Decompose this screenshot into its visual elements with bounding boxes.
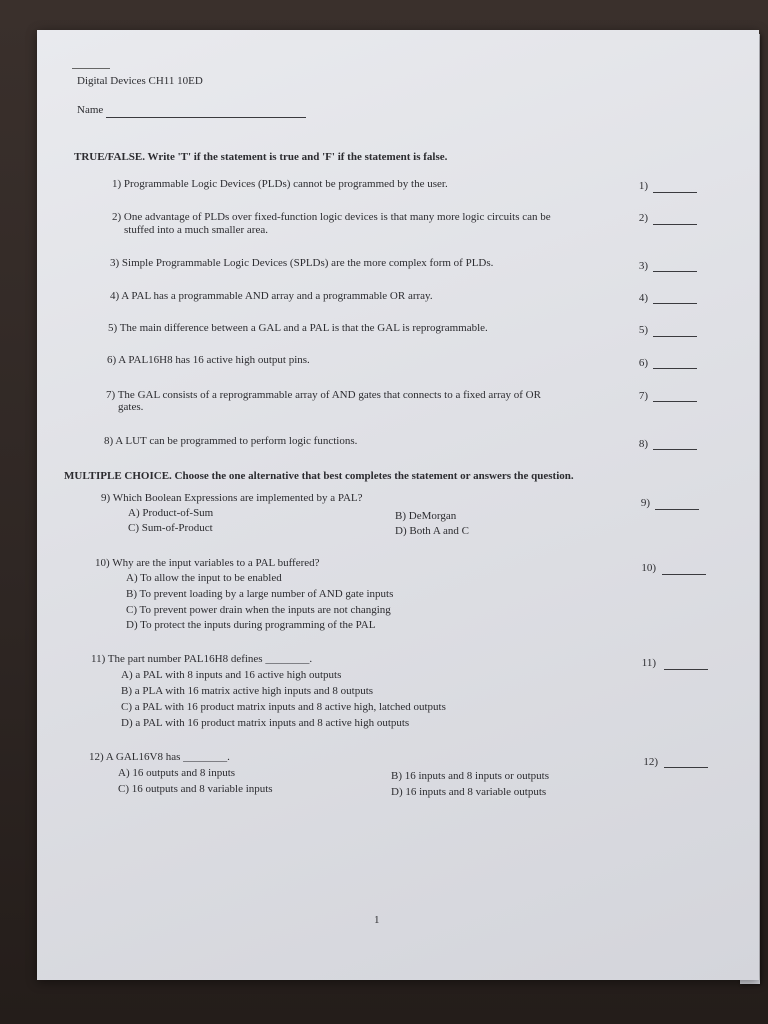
q12-answer-label: 12) [643, 756, 658, 768]
name-label: Name [77, 104, 104, 116]
header-mark [72, 68, 110, 69]
tf-answer-blank-4[interactable] [653, 303, 697, 304]
tf-answer-blank-6[interactable] [653, 368, 697, 369]
tf-answer-label-8: 8) [638, 438, 648, 450]
worksheet-page [37, 30, 759, 980]
tf-answer-blank-5[interactable] [653, 336, 697, 337]
q9-answer-blank[interactable] [655, 509, 699, 510]
tf-answer-label-3: 3) [638, 260, 648, 272]
tf-answer-label-2: 2) [638, 212, 648, 224]
q11-option-d: D) a PAL with 16 product matrix inputs and 8 active high outputs [121, 717, 410, 729]
q12-option-b: B) 16 inputs and 8 inputs or outputs [391, 770, 549, 782]
q11-answer-blank[interactable] [664, 669, 708, 670]
q11-option-c: C) a PAL with 16 product matrix inputs and 8 active high, latched outputs [121, 701, 446, 713]
tf-answer-label-7: 7) [638, 390, 648, 402]
q9-option-d: D) Both A and C [395, 525, 469, 537]
tf-item-6: 6) A PAL16H8 has 16 active high output pins. [107, 354, 310, 366]
tf-item-7: 7) The GAL consists of a reprogrammable array of AND gates that connects to a fixed array of OR [106, 389, 541, 401]
tf-item-2: 2) One advantage of PLDs over fixed-function logic devices is that many more logic circuits can be [112, 211, 551, 223]
tf-answer-blank-1[interactable] [653, 192, 697, 193]
q11-answer-label: 11) [641, 657, 656, 669]
tf-answer-label-1: 1) [638, 180, 648, 192]
tf-item-7-cont: gates. [118, 401, 144, 413]
tf-heading: TRUE/FALSE. Write 'T' if the statement is true and 'F' if the statement is false. [74, 151, 448, 163]
mc-heading: MULTIPLE CHOICE. Choose the one alternative that best completes the statement or answers the question. [64, 470, 574, 482]
page-number: 1 [374, 914, 380, 926]
q9-question: 9) Which Boolean Expressions are implemented by a PAL? [101, 492, 363, 504]
tf-item-2-cont: stuffed into a much smaller area. [124, 224, 268, 236]
tf-answer-blank-8[interactable] [653, 449, 697, 450]
tf-item-1: 1) Programmable Logic Devices (PLDs) cannot be programmed by the user. [112, 178, 448, 190]
q12-question: 12) A GAL16V8 has ________. [89, 751, 230, 763]
tf-item-3: 3) Simple Programmable Logic Devices (SPLDs) are the more complex form of PLDs. [110, 257, 494, 269]
q9-option-a: A) Product-of-Sum [128, 507, 214, 519]
q10-option-c: C) To prevent power drain when the inputs are not changing [126, 604, 391, 616]
q10-answer-label: 10) [641, 562, 656, 574]
q12-answer-blank[interactable] [664, 767, 708, 768]
tf-item-5: 5) The main difference between a GAL and a PAL is that the GAL is reprogrammable. [108, 322, 488, 334]
tf-answer-blank-2[interactable] [653, 224, 697, 225]
tf-item-4: 4) A PAL has a programmable AND array and a programmable OR array. [110, 290, 433, 302]
tf-item-8: 8) A LUT can be programmed to perform logic functions. [104, 435, 358, 447]
q12-option-a: A) 16 outputs and 8 inputs [118, 767, 236, 779]
tf-answer-blank-7[interactable] [653, 401, 697, 402]
q10-option-d: D) To protect the inputs during programming of the PAL [126, 619, 376, 631]
q10-option-b: B) To prevent loading by a large number of AND gate inputs [126, 588, 394, 600]
tf-answer-label-4: 4) [638, 292, 648, 304]
tf-answer-label-5: 5) [638, 324, 648, 336]
document-title: Digital Devices CH11 10ED [77, 75, 203, 87]
tf-answer-label-6: 6) [638, 357, 648, 369]
q9-answer-label: 9) [640, 497, 650, 509]
q10-option-a: A) To allow the input to be enabled [126, 572, 282, 584]
q10-question: 10) Why are the input variables to a PAL buffered? [95, 557, 320, 569]
tf-answer-blank-3[interactable] [653, 271, 697, 272]
q11-question: 11) The part number PAL16H8 defines ________. [91, 653, 313, 665]
q9-option-b: B) DeMorgan [395, 510, 457, 522]
q11-option-a: A) a PAL with 8 inputs and 16 active high outputs [121, 669, 342, 681]
q9-option-c: C) Sum-of-Product [128, 522, 213, 534]
q12-option-d: D) 16 inputs and 8 variable outputs [391, 786, 547, 798]
q10-answer-blank[interactable] [662, 574, 706, 575]
q12-option-c: C) 16 outputs and 8 variable inputs [118, 783, 273, 795]
name-blank-line[interactable] [106, 117, 306, 118]
q11-option-b: B) a PLA with 16 matrix active high inputs and 8 outputs [121, 685, 374, 697]
